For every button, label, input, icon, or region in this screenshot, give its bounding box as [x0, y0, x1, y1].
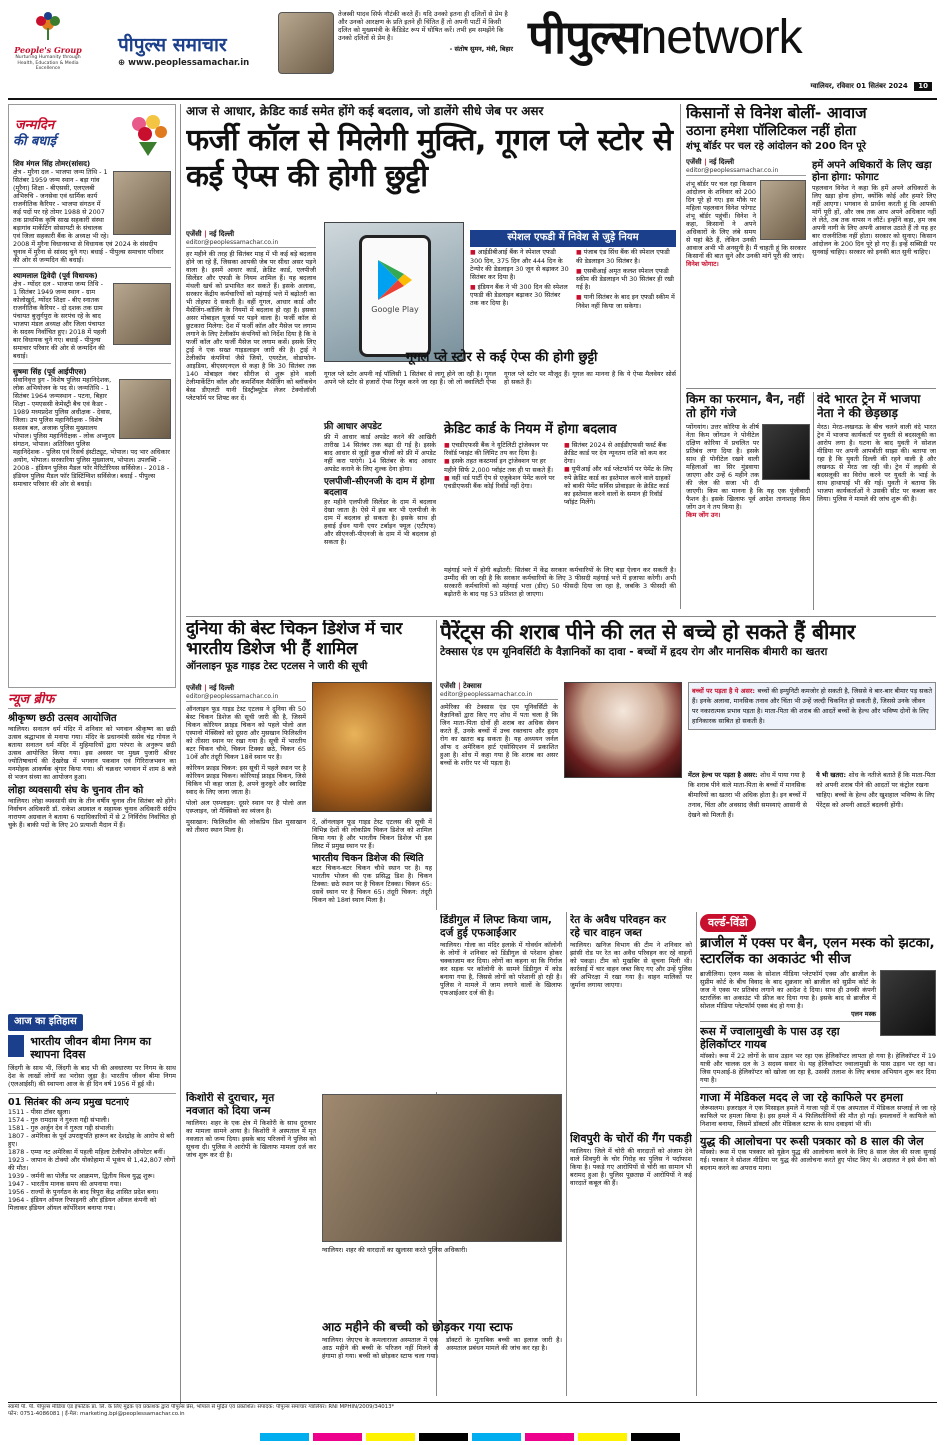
dindigul-headline-2: दर्ज हुई एफआईआर: [440, 926, 517, 939]
kim-photo-caption: किम जोंग उन।: [686, 510, 721, 519]
chicken-korean: कोरियन फ्राइड चिकन: इस सूची में पहले स्थान पर है कोरियन फ्राइड चिकन। कोरियाई फ्राइड चिकन, जिसे चिकिन भी कहा जाता है, अपने कुरकुरे और स्वादिष्ट स्वाद के लिए जाना जाता है।: [186, 764, 306, 797]
network-nameplate: [528, 8, 938, 78]
history-text: जिंदगी के साथ भी, जिंदगी के बाद भी की अवधारणा पर निगम के साथ देश के लाखों लोगों का भरोसा जुड़ा है। भारतीय जीवन बीमा निगम (एलआईसी) की स्थापना आज के ही दिन वर्ष 1956 में हुई थी।: [8, 1063, 176, 1088]
shivpuri-story: [570, 1132, 692, 1396]
parents-city: टेक्सास: [463, 682, 482, 690]
person3-name: सुषमा सिंह (पूर्व आईपीएस): [13, 367, 87, 376]
website-link[interactable]: [118, 58, 268, 69]
vande-text: मेरठ। मेरठ-लखनऊ के बीच चलने वाली वंदे भारत ट्रेन में भाजपा कार्यकर्ता पर युवती से बदसलूकी का आरोप लगा है। घटना के बाद युवती ने सोशल मीडिया पर अपनी आपबीती साझा की। बताया जा रहा है कि युवती दिल्ली की रहने वाली है और लखनऊ से मेरठ जा रही थी। ट्रेन में लड़की से बदसलूकी का विरोध करने पर युवती के भाई के साथ हाथापाई भी की गई। युवती ने बताया कि भाजपा कार्यकर्ताओं ने उसकी सीट पर कब्जा कर लिया। पुलिस ने मामले की जांच शुरू की है।: [817, 422, 936, 503]
risk-text: शोध के नतीजे बताते हैं कि माता-पिता को अपनी शराब पीने की आदतों पर कंट्रोल रखना चाहिए। बच्चों के हेल्थ और खुशहाल भविष्य के लिए पेरेंट्स को अपनी आदतें बदलनी होंगी।: [816, 771, 936, 809]
reg-mark: [472, 1433, 521, 1441]
ukraine-headline: युद्ध की आलोचना पर रूसी पत्रकार को 8 साल की जेल: [700, 1134, 924, 1148]
brazil-headline: ब्राजील में एक्स पर बैन, एलन मस्क को झटका, स्टारलिंक का अकाउंट भी सीज: [700, 934, 935, 967]
history-event: 1511 - पीसा टॉवर खुला।: [8, 1108, 71, 1117]
footer-contact: फोन: 0751-4086081 | ई-मेल: marketing.bpl@peoplessamachar.co.in: [8, 1411, 185, 1418]
kim-headline: किम का फरमान, बैन, नहीं तो होंगे गंजे: [686, 392, 805, 421]
paper-title-block: [118, 34, 268, 68]
fd-points-right: [576, 248, 676, 310]
google-text: गूगल प्ले स्टोर अपनी नई पॉलिसी 1 सितंबर से लागू होने जा रही है। गूगल अपने प्ले स्टोर से हजारों ऐप्स रिमूव करने जा रहा है। जो लो क्वालिटी ऐप्स गूगल प्ले स्टोर पर मौजूद हैं। गूगल का मानना है कि ये ऐप्स मैलवेयर सोर्स हो सकते हैं।: [324, 370, 676, 386]
gaza-text: जेरूसलम। इजराइल ने एक मिसाइल हमले में गाजा पट्टी में एक अस्पताल में मेडिकल सप्लाई ले जा रहे काफिले पर हमला किया है। इस हमले में 4 फिलिस्तीनियों की मौत हो गई। हमलावरों ने काफिले को निशाना बनाया, जिसमें डॉक्टर्स और मेडिकल स्टाफ के साथ दवाइयां भी थीं।: [700, 1103, 936, 1128]
reg-mark: [313, 1433, 362, 1441]
google-play-icon: [374, 258, 416, 302]
police-photo-caption: ग्वालियर। शहर की वारदातों का खुलासा करते पुलिस अधिकारी।: [322, 1246, 468, 1254]
chicken-mid-intro: दें, ऑनलाइन फूड गाइड टेस्ट एटलस की सूची में विभिन्न देशों की लोकप्रिय चिकन डिशेज को शामिल किया गया है और भारतीय चिकन डिशेज भी इस लिस्ट में प्रमुख स्थान पर हैं।: [312, 818, 432, 850]
masthead-rule: [8, 98, 937, 100]
column-rule: [696, 912, 697, 1396]
vinesh-quote-head: हमें अपने अधिकारों के लिए खड़ा होना होगा: फोगाट: [812, 160, 932, 183]
dindigul-headline-1: डिंडीगुल में लिफ्ट किया जाम,: [440, 914, 552, 926]
history-events-title: 01 सितंबर की अन्य प्रमुख घटनाएं: [8, 1093, 176, 1108]
police-photo: [322, 1094, 562, 1242]
dindigul-text: ग्वालियर। गोला का मंदिर इलाके में गोवर्धन कॉलोनी के लोगों ने शनिवार को डिंडीगुल से परेशान होकर चक्काजाम कर दिया। लोगों का कहना था कि गिर्राज कर सड़क पर कॉलोनी के सामने डिंडीगुल में कोड बनाया गया है, जिससे लोगों को परेशानी हो रही है। पुलिस ने मामले में जाम लगाने वालों के खिलाफ एफआईआर दर्ज की है।: [440, 941, 562, 998]
news-brief: [8, 692, 176, 1012]
kim-story: [686, 392, 810, 610]
history-event: 1574 - गुरु रामदास ने गुरुता गद्दी संभाली।: [8, 1116, 110, 1125]
kim-text: प्योंगयांग। उत्तर कोरिया के शीर्ष नेता किम जोंगउन ने पोनीटेल दक्षिण कोरिया में प्रचलित पर प्रतिबंध लगा दिया है। इसके साथ ही पोनीटेल रखने वाली महिलाओं का सिर मुंडवाया जाएगा और उन्हें 6 महीने तक की जेल की सजा भी दी जाएगी। किम का मानना है कि यह एक पूंजीवादी फैशन है। इसके खिलाफ पूर्व आदेश तानाशाह किम जोंग उन ने तय किया है।: [686, 422, 810, 511]
vinesh-story: किसानों से विनेश बोलीं- आवाज उठाना हमेशा पॉलिटिकल नहीं होता शंभू बॉर्डर पर चल रहे आंदोलन को 200 दिन पूरे एजेंसी | नई दिल्ली editor@peoplessamachar.co.in शंभू बॉर्डर पर चल रहा किसान आंदोलन के शनिवार को 200 दिन पूरे हो गए। इस मौके पर महिला पहलवान विनेश फोगाट शंभू बॉर्डर पहुंचीं। विनेश ने कहा, किसानों ने अपने अधिकारों के लिए लंबे समय से यहां बैठे हैं, लेकिन उनकी आवाज अभी भी अनसुनी है। मैं चाहती हूं कि सरकार किसानों की बात सुने और उनकी मांगें पूरी की जाएं। विनेश फोगाट। हमें अपने अधिकारों के लिए खड़ा होना होगा: फोगाट पहलवान विनेश ने कहा कि हमें अपने अधिकारों के लिए खड़ा होना होगा, क्योंकि कोई और हमारे लिए नहीं आएगा। भगवान से प्रार्थना करती हूं कि आपकी मांगें पूरी हों, और जब तक आप अपने अधिकार नहीं ले लेते, तब तक वापस न लौटें। इन्होंने कहा, हम जब अपनी नागी के लिए अपनी आवाज उठाते हैं तो यह हर बार राजनीतिक नहीं होता। सरकार को सुनाए। किसान आंदोलन के 200 दिन पूरे हो गए हैं। इन्हें सब्सिडी पर सुनवाई चाहिए। सरकार को इनकी बात सुनी चाहिए।: [686, 104, 936, 269]
person2-name: श्यामलाल द्विवेदी (पूर्व विधायक): [13, 271, 98, 280]
vinesh-photo-caption: विनेश फोगाट।: [686, 260, 719, 269]
callout-title: बच्चों पर पड़ता है ये असर:: [692, 687, 755, 695]
chicken-mid-text: बटर चिकन-बटर चिकन चौथे स्थान पर है। यह भारतीय भोजन की एक प्रसिद्ध डिश है। चिकन टिक्का: छठे स्थान पर है चिकन टिक्का। चिकन 65: दसवें स्थान पर है चिकन 65। तंदूरी चिकन: तंदूरी चिकन को 18वां स्थान मिला है।: [312, 864, 432, 905]
russia-headline: रूस में ज्वालामुखी के पास उड़ रहा हेलिकॉप्टर गायब: [700, 1025, 840, 1052]
da-text: महंगाई भत्ते में होगी बढ़ोतरी: सितंबर में केंद्र सरकार कर्मचारियों के लिए बड़ा ऐलान कर सकती है। उम्मीद की जा रही है कि सरकार कर्मचारियों के लिए 3 फीसदी महंगाई भत्ते में इजाफा करेगी। अभी सरकारी कर्मचारियों को महंगाई भत्ता (डीए) 50 फीसदी दिया जा रहा है, जबकि 3 फीसदी की बढ़ोतरी के बाद यह 53 प्रतिशत हो जाएगा।: [444, 566, 676, 598]
kim-photo: [762, 424, 810, 480]
group-logo: [10, 12, 86, 82]
kishori-headline-2: नवजात को दिया जन्म: [186, 1104, 271, 1117]
musk-caption: एलन मस्क: [851, 1010, 876, 1019]
kishori-story: [186, 1092, 316, 1314]
child-text: ग्वालियर। जेएएच के कमलाराजा अस्पताल में एक आठ महीने की बच्ची के परिजन नहीं मिलने से हंगामा हो गया। बच्ची को छोड़कर स्टाफ चला गया। डॉक्टरों के मुताबिक बच्ची का इलाज जारी है। अस्पताल प्रबंधन मामले की जांच कर रहा है।: [322, 1336, 562, 1361]
footer: [8, 1404, 937, 1430]
credit-point: ■ वहीं थर्ड पार्टी ऐप से एजुकेशन पेमेंट करने पर एचडीएफसी बैंक कोई रिवॉर्ड नहीं देगा।: [444, 474, 556, 491]
fd-band: स्पेशल एफडी में निवेश से जुड़े नियम: [470, 230, 676, 247]
lead-kicker: आज से आधार, क्रेडिट कार्ड समेत होंगे कई बदलाव, जो डालेंगे सीधे जेब पर असर: [186, 104, 544, 118]
vinesh-deck: शंभू बॉर्डर पर चल रहे आंदोलन को 200 दिन पूरे: [686, 140, 867, 152]
lead-left-col: एजेंसी | नई दिल्ली editor@peoplessamachar.co.in हर महीने की तरह ही सितंबर माह में भी कई बड़े बदलाव होने जा रहे हैं, जिसका आपकी जेब पर सीधा असर पड़ने वाला है। इसमें आधार कार्ड, क्रेडिट कार्ड, एलपीजी सिलेंडर और एफडी के नियम शामिल हैं। यह बदलाव मंथली खर्च को प्रभावित कर सकते हैं। इसके अलावा, सरकार केंद्रीय कर्मचारियों को महंगाई भत्ते में बढ़ोतरी का भी तोहफा दे सकती है। वहीं गूगल, आधार कार्ड और मैसेजिंग-कॉलिंग के नियमों में बदलाव हो रहा है। इसका असर मोबाइल यूजर्स पर पड़ने वाला है। फर्जी कॉल से छुटकारा मिलेगा: देश में फर्जी कॉल और मैसेज पर लगाम लगाने के लिए टेलीकॉम कंपनियों को निर्देश दिया है कि वे फर्जी कॉल और फर्जी मैसेज पर लगाम कसें। इसके लिए ट्राई ने एक सख्त गाइडलाइन जारी की है। ट्राई ने टेलीकॉम कंपनियां जैसे जियो, एयरटेल, वोडाफोन-आइडिया, बीएसएनएल से कहा है कि 30 सितंबर तक 140 मोबाइल नंबर सीरीज से शुरू होने वाली टेलीमार्केटिंग कॉल और कमर्शियल मैसेजिंग को ब्लॉकचेन बेस्ड डीएलटी यानी डिस्ट्रीब्यूटेड लेजर टेक्नोलॉजी प्लेटफॉर्म पर शिफ्ट कर दें।: [186, 230, 316, 574]
parents-headline: पैरेंट्स की शराब पीने की लत से बच्चे हो सकते हैं बीमार: [440, 620, 856, 644]
chicken-headline: दुनिया की बेस्ट चिकन डिशेज में चार भारतीय डिशेज भी हैं शामिल: [186, 620, 403, 659]
brazil-text: ब्राजीलिया। एलन मस्क के सोशल मीडिया प्लेटफॉर्म एक्स और ब्राजील के सुप्रीम कोर्ट के बीच विवाद के बाद शुक्रवार को ब्राजील को सुप्रीम कोर्ट के जज ने एक्स पर प्रतिबंध लगाने का आदेश दे दिया। साथ ही उनकी कंपनी स्टारलिंक का अकाउंट भी फ्रीज कर दिया गया है। इसके बाद से ब्राजील में सोशल मीडिया प्लेटफॉर्म एक्स बंद हो गया है।: [700, 970, 876, 1011]
section-rule: [186, 616, 936, 617]
footer-rule: [8, 1402, 937, 1403]
person1-photo: [113, 171, 171, 235]
lead-email: editor@peoplessamachar.co.in: [186, 239, 316, 249]
brief2-text: ग्वालियर। लोहा व्यवसायी संघ के तीन वर्षीय चुनाव तीन सितंबर को होंगे। निर्वाचन अधिकारी डॉ. राकेश अग्रवाल व सहायक चुनाव अधिकारी संदीप नारायण अग्रवाल ने बताया 6 पदाधिकारियों में से 2 निर्विरोध निर्वाचित हो चुके हैं। बाकी पदों के लिए 20 प्रत्याशी मैदान में हैं।: [8, 797, 176, 830]
history-events-list: [8, 1108, 176, 1212]
parents-story: पैरेंट्स की शराब पीने की लत से बच्चे हो सकते हैं बीमार टेक्सास एंड एम यूनिवर्सिटी के वैज्ञानिकों का दावा - बच्चों में हृदय रोग और मानसिक बीमारी का खतरा एजेंसी | टेक्सास editor@peoplessamachar.co.in अमेरिका की टेक्सास एंड एम यूनिवर्सिटी के वैज्ञानिकों द्वारा किए गए शोध में पता चला है कि जिन माता-पिता दोनों ही शराब का अधिक सेवन करते हैं, उनके बच्चों में उच्च रक्तचाप और हृदय रोग का खतरा बढ़ सकता है। यह अध्ययन जर्नल ऑफ द अमेरिकन हार्ट एसोसिएशन में प्रकाशित हुआ है। शोध में कहा गया है कि शराब का असर बच्चों के शरीर पर भी पड़ता है। बच्चों पर पड़ता है ये असर: बच्चों की इम्युनिटी कमजोर हो सकती है, जिससे वे बार-बार बीमार पड़ सकते हैं। इनके अलावा, मानसिक तनाव और चिंता भी उन्हें जल्दी चिकनित हो सकती है, जिससे उनके जीवन पर नकारात्मक प्रभाव पड़ता है। माता-पिता की शराब की आदतें बच्चों के हेल्थ और भविष्य दोनों के लिए हानिकारक साबित हो सकती है। मेंटल हेल्थ पर पड़ता है असर: शोध में पाया गया है कि शराब पीने वाले माता-पिता के बच्चों में मानसिक बीमारियों का खतरा भी अधिक होता है। इन बच्चों में तनाव, चिंता और अवसाद जैसी समस्याएं आसानी से देखने को मिलती हैं। ये भी खतरा: शोध के नतीजे बताते हैं कि माता-पिता को अपनी शराब पीने की आदतों पर कंट्रोल रखना चाहिए। बच्चों के हेल्थ और खुशहाल भविष्य के लिए पेरेंट्स को अपनी आदतें बदलनी होंगी।: [440, 620, 936, 819]
chicken-story: दुनिया की बेस्ट चिकन डिशेज में चार भारतीय डिशेज भी हैं शामिल ऑनलाइन फूड गाइड टेस्ट एटलस ने जारी की सूची एजेंसी | नई दिल्ली editor@peoplessamachar.co.in ऑनलाइन फूड गाइड टेस्ट एटलस ने दुनिया की 50 बेस्ट चिकन डिशेज की सूची जारी की है, जिसमें चिकन कोरियन फ्राइड चिकन को पहले पोलो अल एस्पानो मेक्सिको को दूसरा और मुसखान फिलिस्तीन को तीसरा स्थान पर रखा गया है। सूची में भारतीय बटर चिकन चौथे, चिकन टिक्का छठे, चिकन 65 10वें और तंदूरी चिकन 18वें स्थान पर है। कोरियन फ्राइड चिकन: इस सूची में पहले स्थान पर है कोरियन फ्राइड चिकन। कोरियाई फ्राइड चिकन, जिसे चिकिन भी कहा जाता है, अपने कुरकुरे और स्वादिष्ट स्वाद के लिए जाना जाता है। पोलो अल एस्प्लाइन: दूसरे स्थान पर है पोलो अल एस्प्लाइन, जो मैक्सिको का व्यंजन है। मुसाखान: फिलिस्तीन की लोकप्रिय डिश मुसाखान को तीसरा स्थान मिला है। दें, ऑनलाइन फूड गाइड टेस्ट एटलस की सूची में विभिन्न देशों की लोकप्रिय चिकन डिशेज को शामिल किया गया है और भारतीय चिकन डिशेज भी इस लिस्ट में प्रमुख स्थान पर हैं। भारतीय चिकन डिशेज की स्थिति बटर चिकन-बटर चिकन चौथे स्थान पर है। यह भारतीय भोजन की एक प्रसिद्ध डिश है। चिकन टिक्का: छठे स्थान पर है चिकन टिक्का। चिकन 65: दसवें स्थान पर है चिकन 65। तंदूरी चिकन: तंदूरी चिकन को 18वां स्थान मिला है।: [186, 620, 432, 905]
ukraine-text: मॉस्को। रूस में एक पत्रकार को यूक्रेन युद्ध की आलोचना करने के लिए 8 साल जेल की सजा सुनाई गई। पत्रकार ने सोशल मीडिया पर युद्ध की आलोचना करते हुए पोस्ट किए थे। अदालत ने इसे सेना को बदनाम करने का अपराध माना।: [700, 1147, 936, 1172]
fd-point: ■ यानी सितंबर के बाद इन एफडी स्कीम में निवेश नहीं किया जा सकेगा।: [576, 293, 676, 310]
history-event: 1807 - अमेरिका के पूर्व उपराष्ट्रपति हारून बर देशद्रोह के आरोप से बरी हुए।: [8, 1132, 175, 1149]
vinesh-body: शंभू बॉर्डर पर चल रहा किसान आंदोलन के शनिवार को 200 दिन पूरे हो गए। इस मौके पर महिला पहलवान विनेश फोगाट शंभू बॉर्डर पहुंचीं। विनेश ने कहा, किसानों ने अपने अधिकारों के लिए लंबे समय से यहां बैठे हैं, लेकिन उनकी आवाज अभी भी अनसुनी है। मैं चाहती हूं कि सरकार किसानों की बात सुने और उनकी मांगें पूरी की जाएं।: [686, 180, 807, 261]
lpg-title: एलपीजी-सीएनजी के दाम में होगा बदलाव: [324, 476, 435, 498]
history-event: 1878 - एम्मा नट अमेरिका में पहली महिला टेलीफोन ऑपरेटर बनीं।: [8, 1148, 166, 1157]
parents-deck: टेक्सास एंड एम यूनिवर्सिटी के वैज्ञानिकों का दावा - बच्चों में हृदय रोग और मानसिक बीमारी का खतरा: [440, 646, 828, 659]
quote-box: [338, 10, 513, 90]
credit-point: ■ सितंबर 2024 से आईडीएफसी फर्स्ट बैंक क्रेडिट कार्ड पर देय न्यूनतम राशि को कम कर देगा।: [564, 441, 676, 466]
lic-logo: [8, 1035, 24, 1057]
chicken-city: नई दिल्ली: [209, 684, 235, 692]
lead-story: [186, 104, 676, 616]
quote-text: तेजस्वी यादव सिर्फ नौटंकी करते हैं। यदि उनको इतना ही दलितों से प्रेम है और उनको आरक्षण के प्रति इतने ही चिंतित हैं तो अपनी पार्टी में किसी दलित को मुख्यमंत्री के कैंडिडेट रूप में घोषित करें। तभी हम समझेंगे कि उनको दलितों से प्रेम है।: [338, 10, 508, 43]
chicken-email: editor@peoplessamachar.co.in: [186, 693, 306, 703]
person2-text: क्षेत्र - ग्योंदर दल - भाजपा जन्म तिथि - 1 सितंबर 1949 जन्म स्थान - ग्राम कोलोखुर्द, ग्योंदर शिक्षा - बीए स्नातक राजनीतिक कैरियर - दो दशक तक ग्राम पंचायत बुजुर्गपुरा के सरपंच रहे के बाद भाजपा मंडल अध्यक्ष और जिला पंचायत के सदस्य निर्वाचित हुए। 2018 में पहली बार विधायक चुने गए। बधाई - पीपुल्स समाचार परिवार की ओर से जन्मदिन की बधाई।: [13, 280, 107, 360]
brief2-headline: लोहा व्यवसायी संघ के चुनाव तीन को: [8, 785, 144, 797]
parents-body: अमेरिका की टेक्सास एंड एम यूनिवर्सिटी के वैज्ञानिकों द्वारा किए गए शोध में पता चला है कि जिन माता-पिता दोनों ही शराब का अधिक सेवन करते हैं, उनके बच्चों में उच्च रक्तचाप और हृदय रोग का खतरा बढ़ सकता है। यह अध्ययन जर्नल ऑफ द अमेरिकन हार्ट एसोसिएशन में प्रकाशित हुआ है। शोध में कहा गया है कि शराब का असर बच्चों के शरीर पर भी पड़ता है।: [440, 703, 558, 768]
quote-author: - संतोष सुमन, मंत्री, बिहार: [449, 44, 513, 53]
column-rule: [566, 912, 567, 1396]
lead-body: हर महीने की तरह ही सितंबर माह में भी कई बड़े बदलाव होने जा रहे हैं, जिसका आपकी जेब पर सीधा असर पड़ने वाला है। इसमें आधार कार्ड, क्रेडिट कार्ड, एलपीजी सिलेंडर और एफडी के नियम शामिल हैं। यह बदलाव मंथली खर्च को प्रभावित कर सकते हैं। इसके अलावा, सरकार केंद्रीय कर्मचारियों को महंगाई भत्ते में बढ़ोतरी का भी तोहफा दे सकती है। वहीं गूगल, आधार कार्ड और मैसेजिंग-कॉलिंग के नियमों में बदलाव हो रहा है। इसका असर मोबाइल यूजर्स पर पड़ने वाला है। फर्जी कॉल से छुटकारा मिलेगा: देश में फर्जी कॉल और मैसेज पर लगाम लगाने के लिए टेलीकॉम कंपनियों को निर्देश दिया है कि वे फर्जी कॉल और फर्जी मैसेज पर लगाम कसें। इसके लिए ट्राई ने एक सख्त गाइडलाइन जारी की है। ट्राई ने टेलीकॉम कंपनियां जैसे जियो, एयरटेल, वोडाफोन-आइडिया, बीएसएनएल से कहा है कि 30 सितंबर तक 140 मोबाइल नंबर सीरीज से शुरू होने वाली टेलीमार्केटिंग कॉल और कमर्शियल मैसेजिंग को ब्लॉकचेन बेस्ड डीएलटी यानी डिस्ट्रीब्यूटेड लेजर टेक्नोलॉजी प्लेटफॉर्म पर शिफ्ट कर दें।: [186, 250, 316, 403]
credit-title: क्रेडिट कार्ड के नियम में होगा बदलाव: [444, 422, 617, 437]
world-tag: वर्ल्ड-विंडो: [700, 914, 756, 932]
history-event: 1939 - जर्मनी का पोलैंड पर आक्रमण, द्वितीय विश्व युद्ध शुरू।: [8, 1172, 155, 1181]
person3-text: सेवानिवृत्त ड्रग - विशेष पुलिस महानिदेशक, लोक अभियोजन के पद से। जन्मतिथि - 1 सितंबर 1964 जन्मस्थान - पटना, बिहार शिक्षा - एमएससी केमेस्ट्री बैच एवं कैडर - 1989 मध्यप्रदेश पुलिस अधीक्षक - देवास, जिला। उप पुलिस महानिरीक्षक - विशेष सशस्त्र बल, अजाक पुलिस मुख्यालय भोपाल। पुलिस महानिरीक्षक - लोक अभ्युदय संगठन, भोपाल। अतिरिक्त पुलिस महानिदेशक - पुलिस एवं रिसर्च इंस्टीट्यूट, भोपाल। पद भार अधिकार अयोग, भोपाल। सरकारिया पुलिस मुख्यालय, भोपाल। उपलब्धि - 2008 - इंडियन पुलिस मैडल फॉर मेरिटोरियस सर्विसेज। - 2018 - इंडियन पुलिस मैडल फॉर डिस्टिंग्विश सर्विसेज। बधाई - पीपुल्स समाचार परिवार की ओर से बधाई।: [13, 376, 170, 488]
sand-headline-1: रेत के अवैध परिवहन कर: [570, 914, 666, 926]
callout-text: बच्चों की इम्युनिटी कमजोर हो सकती है, जिससे वे बार-बार बीमार पड़ सकते हैं। इनके अलावा, मानसिक तनाव और चिंता भी उन्हें जल्दी चिकनित हो सकती है, जिससे उनके जीवन पर नकारात्मक प्रभाव पड़ता है। माता-पिता की शराब की आदतें बच्चों के हेल्थ और भविष्य दोनों के लिए हानिकारक साबित हो सकती है।: [692, 687, 933, 725]
birthday-title-top: जन्मदिन: [15, 117, 55, 133]
person3-photo: [119, 379, 171, 439]
fd-points-left: [470, 248, 570, 307]
group-name: People's Group: [14, 45, 82, 55]
paper-name: पीपुल्स समाचार: [118, 34, 227, 56]
color-registration-strip: [260, 1433, 680, 1441]
vinesh-photo: [760, 180, 806, 240]
section-rule: [686, 388, 936, 389]
network-left: पीपुल्स: [528, 10, 641, 64]
history-box: [8, 1014, 176, 1400]
vinesh-email: editor@peoplessamachar.co.in: [686, 167, 806, 177]
column-rule: [180, 104, 181, 1404]
brief1-text: ग्वालियर। सनातन धर्म मंदिर में शनिवार को भगवान श्रीकृष्ण का छठी उत्सव श्रद्धाभाव से मनाया गया। मंदिर के प्रधानमंत्री ससेव चंद्र गोयल ने बताया सनातन धर्म मंदिर में मुहिमारियों द्वारा परंपरा के अनुरूप छठी उत्सव आयोजित किया गया। इस अवसर पर मुख्य पुजारी श्रीधर ज्योतिषाचार्य की देखरेख में भगवान पकवान एवं गिरिराजभवन का मनमोहक आकर्षक श्रृंगार किया गया। श्री चक्रधर भगवान में शाम 8 बजे से भजन संध्या का आयोजन हुआ।: [8, 725, 176, 782]
google-play-photo: [324, 222, 464, 362]
vinesh-agency: एजेंसी: [686, 158, 702, 166]
vande-story: [817, 392, 936, 610]
chicken-musakhan: मुसाखान: फिलिस्तीन की लोकप्रिय डिश मुसाखान को तीसरा स्थान मिला है।: [186, 818, 306, 835]
reg-mark: [260, 1433, 309, 1441]
group-tagline: Nurturing Humanity through Health, Education & Media Excellence: [15, 55, 81, 71]
masthead: [0, 0, 945, 100]
reg-mark: [578, 1433, 627, 1441]
history-event: 1956 - राज्यों के पुनर्गठन के बाद त्रिपुरा केंद्र शासित प्रदेश बना।: [8, 1188, 159, 1197]
parents-agency: एजेंसी: [440, 682, 456, 690]
birthday-box: [8, 104, 176, 688]
chicken-photo: [312, 682, 432, 812]
chicken-agency: एजेंसी: [186, 684, 202, 692]
column-rule: [813, 392, 814, 610]
footer-imprint: स्वामी पी. पी. पीपुल्स मीडिया एंड इंफोटेक प्रा. लि. के लिए मुद्रक एवं प्रकाशक द्वारा पीपुल्स प्रेस, भोपाल से मुद्रित एवं प्रकाशित। संपादक: पीपुल्स समाचार ग्वालियर। RNI MPHIN/2009/34013*: [8, 1404, 395, 1410]
russia-text: मॉस्को। रूस में 22 लोगों के साथ उड़ान भर रहा एक हेलिकॉप्टर लापता हो गया है। हेलिकॉप्टर में 19 यात्री और चालक दल के 3 सदस्य सवार थे। यह हेलिकॉप्टर ज्वालामुखी के पास उड़ान भर रहा था। जिस एमआई-8 हेलिकॉप्टर को खोजा जा रहा है, उसकी तलाश के लिए बचाव अभियान शुरू कर दिया गया है।: [700, 1051, 936, 1084]
musk-photo: [880, 970, 936, 1036]
sand-headline-2: रहे चार वाहन जब्त: [570, 926, 642, 939]
lead-city: नई दिल्ली: [209, 230, 235, 238]
child-story: [322, 1320, 562, 1396]
dateline-bar: [700, 82, 932, 96]
sand-story: [570, 914, 692, 1130]
person2-photo: [113, 283, 171, 345]
parents-email: editor@peoplessamachar.co.in: [440, 691, 558, 701]
lead-headline: फर्जी कॉल से मिलेगी मुक्ति, गूगल प्ले स्टोर से कई ऐप्स की होगी छुट्टी: [186, 123, 673, 194]
sand-text: ग्वालियर। खनिज विभाग की टीम ने शनिवार को झांसी रोड पर रेत का अवैध परिवहन कर रहे वाहनों को पकड़ा। टीम को मुखबिर से सूचना मिली थी। कार्रवाई में चार वाहन जब्त किए गए और उन्हें पुलिस की अभिरक्षा में रखा गया है। वाहन मालिकों पर जुर्माना लगाया जाएगा।: [570, 941, 692, 990]
fd-point: ■ इंडियन बैंक ने भी 300 दिन की स्पेशल एफडी की डेडलाइन बढ़ाकर 30 सितंबर तक कर दिया है।: [470, 283, 570, 308]
history-event: 1923 - जापान के टोक्यो और योकोहामा में भूकंप से 1,42,807 लोगों की मौत।: [8, 1156, 176, 1173]
flower-bouquet-icon: [125, 112, 171, 156]
dateline: ग्वालियर, रविवार 01 सितंबर 2024: [810, 82, 908, 90]
reg-mark: [631, 1433, 680, 1441]
page-number: 10: [914, 82, 932, 91]
history-title: आज का इतिहास: [8, 1014, 83, 1031]
google-subhead: गूगल प्ले स्टोर से कई ऐप्स की होगी छुट्टी: [406, 350, 598, 365]
vande-headline: वंदे भारत ट्रेन में भाजपा नेता ने की छेड़छाड़: [817, 392, 921, 421]
reg-mark: [419, 1433, 468, 1441]
quote-author-photo: [278, 12, 334, 74]
reg-mark: [525, 1433, 574, 1441]
fd-point: ■ आईडीबीआई बैंक ने स्पेशल एफडी 300 दिन, 375 दिन और 444 दिन के टेन्योर की डेडलाइन 30 जून से बढ़ाकर 30 सितंबर कर दिया है।: [470, 248, 570, 281]
chicken-body: ऑनलाइन फूड गाइड टेस्ट एटलस ने दुनिया की 50 बेस्ट चिकन डिशेज की सूची जारी की है, जिसमें चिकन कोरियन फ्राइड चिकन को पहले पोलो अल एस्पानो मेक्सिको को दूसरा और मुसखान फिलिस्तीन को तीसरा स्थान पर रखा गया है। सूची में भारतीय बटर चिकन चौथे, चिकन टिक्का छठे, चिकन 65 10वें और तंदूरी चिकन 18वें स्थान पर है।: [186, 705, 306, 762]
column-rule: [436, 620, 437, 910]
world-window: [700, 914, 936, 1398]
lpg-text: हर महीने एलपीजी सिलेंडर के दाम में बदलाव देखा जाता है। ऐसे में इस बार भी एलपीजी के दाम में बदलाव हो सकता है। इसके साथ ही हवाई ईंधन यानी एयर टर्बाइन फ्यूल (एटीएफ) और सीएनजी-पीएनजी के दाम में भी बदलाव हो सकता है।: [324, 498, 436, 547]
chicken-deck: ऑनलाइन फूड गाइड टेस्ट एटलस ने जारी की सूची: [186, 661, 368, 673]
history-event: 1581 - गुरु अर्जुन देव ने गुरुता गद्दी संभाली।: [8, 1124, 114, 1133]
history-event: 1964 - इंडियन ऑयल रिफाइनरी और इंडियन ऑयल कंपनी को मिलाकर इंडियन ऑयल कॉर्पोरेशन बनाया गया।: [8, 1196, 157, 1213]
fd-point: ■ एसबीआई अमृत कलश स्पेशल एफडी स्कीम की डेडलाइन भी 30 सितंबर ही रखी गई है।: [576, 267, 676, 292]
network-right: network: [640, 11, 802, 64]
wine-photo: [564, 682, 682, 778]
kishori-headline-1: किशोरी से दुराचार, मृत: [186, 1092, 275, 1104]
lead-agency: एजेंसी: [186, 230, 202, 238]
chicken-mid-title: भारतीय चिकन डिशेज की स्थिति: [312, 853, 424, 864]
website-text: www.peoplessamachar.in: [128, 57, 250, 68]
shivpuri-headline: शिवपुरी के चोरों की गैंग पकड़ी: [570, 1132, 692, 1145]
gaza-headline: गाजा में मेडिकल मदद ले जा रहे काफिले पर हमला: [700, 1090, 903, 1104]
shivpuri-text: ग्वालियर। जिले में चोरी की वारदातों को अंजाम देने वाले शिवपुरी के चोर गिरोह का पुलिस ने पर्दाफाश किया है। पकड़े गए आरोपियों से चोरी का सामान भी बरामद हुआ है। पुलिस पूछताछ में आरोपियों ने कई वारदातें कबूल की हैं।: [570, 1147, 692, 1188]
aadhaar-sub: [324, 422, 436, 546]
child-headline: आठ महीने की बच्ची को छोड़कर गया स्टाफ: [322, 1320, 513, 1334]
vinesh-headline-2: उठाना हमेशा पॉलिटिकल नहीं होता: [686, 122, 857, 139]
credit-sub: [444, 422, 676, 561]
aadhaar-text: फ्री में आधार कार्ड अपडेट करने की आखिरी तारीख 14 सितंबर तक बढ़ा दी गई है। इसके बाद आधार से जुड़ी कुछ चीजों को फ्री में अपडेट नहीं करा पाएंगे। 14 सितंबर के बाद आधार अपडेट कराने के लिए शुल्क देना होगा।: [324, 432, 436, 473]
reg-mark: [366, 1433, 415, 1441]
aadhaar-title: फ्री आधार अपडेट: [324, 422, 382, 432]
credit-point: ■ यूपीआई और थर्ड प्लेटफॉर्म पर पेमेंट के लिए रुपे क्रेडिट कार्ड का इस्तेमाल करने वाले ग्राहकों को बाकी पेमेंट सर्विस प्रोवाइडर के क्रेडिट कार्ड का इस्तेमाल करने वालों के समान ही रिवॉर्ड प्वॉइंट मिलेंगे।: [564, 465, 676, 506]
person1-name: शिव मंगल सिंह तोमर(सांसद): [13, 159, 91, 168]
column-rule: [680, 104, 681, 609]
mental-text: शोध में पाया गया है कि शराब पीने वाले माता-पिता के बच्चों में मानसिक बीमारियों का खतरा भी अधिक होता है। इन बच्चों में तनाव, चिंता और अवसाद जैसी समस्याएं आसानी से देखने को मिलती हैं।: [688, 771, 807, 819]
chicken-pollo: पोलो अल एस्प्लाइन: दूसरे स्थान पर है पोलो अल एस्प्लाइन, जो मैक्सिको का व्यंजन है।: [186, 799, 306, 816]
credit-point: ■ इसके तहत कस्टमर्स इन ट्रांजेक्शन पर हर महीने सिर्फ 2,000 प्वॉइंट तक ही पा सकते हैं।: [444, 457, 556, 474]
mental-title: मेंटल हेल्थ पर पड़ता है असर:: [688, 771, 758, 779]
globe-icon: ⊕: [118, 57, 126, 68]
vinesh-city: नई दिल्ली: [709, 158, 735, 166]
kishori-text: ग्वालियर। शहर के एक क्षेत्र में किशोरी के साथ दुराचार का मामला सामने आया है। किशोरी ने अस्पताल में मृत नवजात को जन्म दिया। इसके बाद परिजनों ने पुलिस को सूचना दी। पुलिस ने आरोपी के खिलाफ मामला दर्ज कर जांच शुरू कर दी है।: [186, 1119, 316, 1160]
brief1-headline: श्रीकृष्ण छठी उत्सव आयोजित: [8, 713, 117, 725]
history-event: 1947 - भारतीय मानक समय की अपनाया गया।: [8, 1180, 122, 1189]
vinesh-quote-text: पहलवान विनेश ने कहा कि हमें अपने अधिकारों के लिए खड़ा होना होगा, क्योंकि कोई और हमारे लिए नहीं आएगा। भगवान से प्रार्थना करती हूं कि आपकी मांगें पूरी हों, और जब तक आप अपने अधिकार नहीं ले लेते, तब तक वापस न लौटें। इन्होंने कहा, हम जब अपनी नागी के लिए अपनी आवाज उठाते हैं तो यह हर बार राजनीतिक नहीं होता। सरकार को सुनाए। किसान आंदोलन के 200 दिन पूरे हो गए हैं। इन्हें सब्सिडी पर सुनवाई चाहिए। सरकार को इनकी बात सुनी चाहिए।: [812, 184, 936, 256]
history-headline: भारतीय जीवन बीमा निगम का स्थापना दिवस: [30, 1034, 151, 1061]
risk-title: ये भी खतरा:: [816, 771, 846, 779]
news-brief-title: न्यूज ब्रीफ: [8, 692, 176, 709]
birthday-title-bottom: की बधाई: [13, 134, 57, 149]
fd-point: ■ पंजाब एंड सिंध बैंक की स्पेशल एफडी की डेडलाइन 30 सितंबर है।: [576, 248, 676, 265]
flower-logo-icon: [31, 12, 65, 42]
credit-point: ■ एचडीएफसी बैंक ने यूटिलिटी ट्रांजेक्शन पर रिवॉर्ड प्वाइंट की लिमिट तय कर दिया है।: [444, 441, 556, 458]
person1-text: क्षेत्र - मुरैना दल - भाजपा जन्म तिथि - 1 सितंबर 1959 जन्म स्थान - बड़ा गांव (मुरैना) शिक्षा - बीएससी, एलएलबी अभिरुचि - जनसेवा एवं धार्मिक कार्य राजनीतिक कैरियर - भाजपा संगठन में कई पदों पर रहे तोमर 1988 से 2007 तक प्राथमिक कृषि साख सहकारी संस्था बड़ागांव मार्केटिंग सोसायटी के संचालक एवं जिला सहकारी बैंक के अध्यक्ष भी रहे। 2008 में मुरैना विधानसभा से विधायक एवं 2024 के संसदीय चुनाव में मुरैना से सांसद चुने गए। बधाई - पीपुल्स समाचार परिवार की ओर से जन्मदिन की बधाई।: [13, 168, 164, 264]
google-play-text: Google Play: [371, 305, 419, 314]
vinesh-headline-1: किसानों से विनेश बोलीं- आवाज: [686, 104, 867, 122]
